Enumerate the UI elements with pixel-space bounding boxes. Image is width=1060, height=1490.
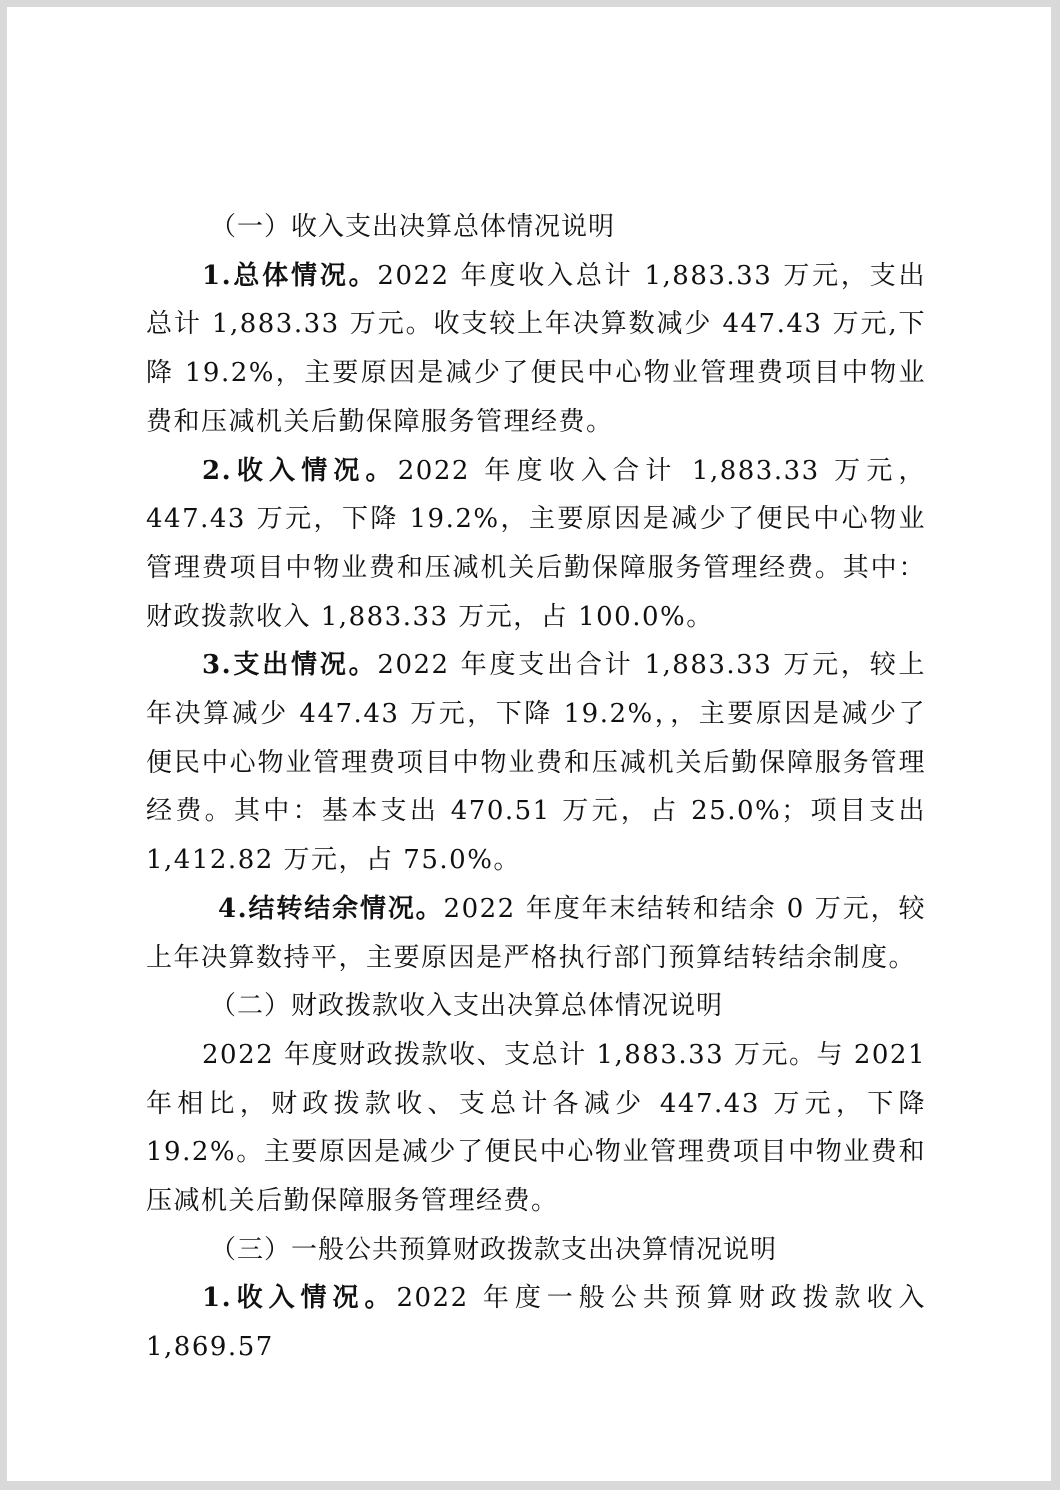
paragraph-overall [146, 252, 926, 447]
paragraph-income-lead: 2.收入情况。 [202, 455, 398, 486]
paragraph-income [146, 447, 926, 642]
paragraph-general-budget-income-lead: 1.收入情况。 [202, 1283, 397, 1314]
paragraph-overall-text: 2022 年度收入总计 1,883.33 万元，支出总计 1,883.33 万元。收支较上年决算数减少 447.43 万元,下降 19.2%，主要原因是减少了便民中心物业管理费项目中物业费和压减机关后勤保障服务管理经费。 [146, 260, 926, 437]
paragraph-carryover-text: 2022 年度年末结转和结余 0 万元，较上年决算数持平，主要原因是严格执行部门预算结转结余制度。 [146, 893, 926, 973]
section1-heading: （一）收入支出决算总体情况说明 [210, 212, 616, 242]
paragraph-expenditure-lead: 3.支出情况。 [202, 650, 378, 681]
section3-heading: （三）一般公共预算财政拨款支出决算情况说明 [210, 1234, 778, 1265]
paragraph-general-budget-income [146, 1274, 926, 1371]
document-body [146, 203, 926, 1372]
section2-heading: （二）财政拨款收入支出决算总体情况说明 [210, 991, 724, 1022]
paragraph-general-budget-income-text: 2022 年度一般公共预算财政拨款收入 1,869.57 [146, 1283, 926, 1363]
paragraph-carryover-lead: 4.结转结余情况。 [218, 893, 444, 924]
paragraph-income-text: 2022 年度收入合计 1,883.33 万元，447.43 万元，下降 19.2%，主要原因是减少了便民中心物业管理费项目中物业费和压减机关后勤保障服务管理经费。其中：财政拨款收入 1,883.33 万元，占 100.0%。 [146, 455, 926, 632]
paragraph-carryover [146, 885, 926, 982]
document-page [7, 7, 1051, 1481]
paragraph-fiscal-total: 2022 年度财政拨款收、支总计 1,883.33 万元。与 2021 年相比，财政拨款收、支总计各减少 447.43 万元，下降 19.2%。主要原因是减少了便民中心物业管理费项目中物业费和压减机关后勤保障服务管理经费。 [146, 1039, 926, 1217]
paragraph-expenditure-text: 2022 年度支出合计 1,883.33 万元，较上年决算减少 447.43 万元，下降 19.2%，，主要原因是减少了便民中心物业管理费项目中物业费和压减机关后勤保障服务管理经费。其中：基本支出 470.51 万元，占 25.0%；项目支出 1,412.82 万元，占 75.0%。 [146, 650, 926, 876]
paragraph-overall-lead: 1.总体情况。 [202, 260, 378, 291]
paragraph-expenditure [146, 641, 926, 885]
